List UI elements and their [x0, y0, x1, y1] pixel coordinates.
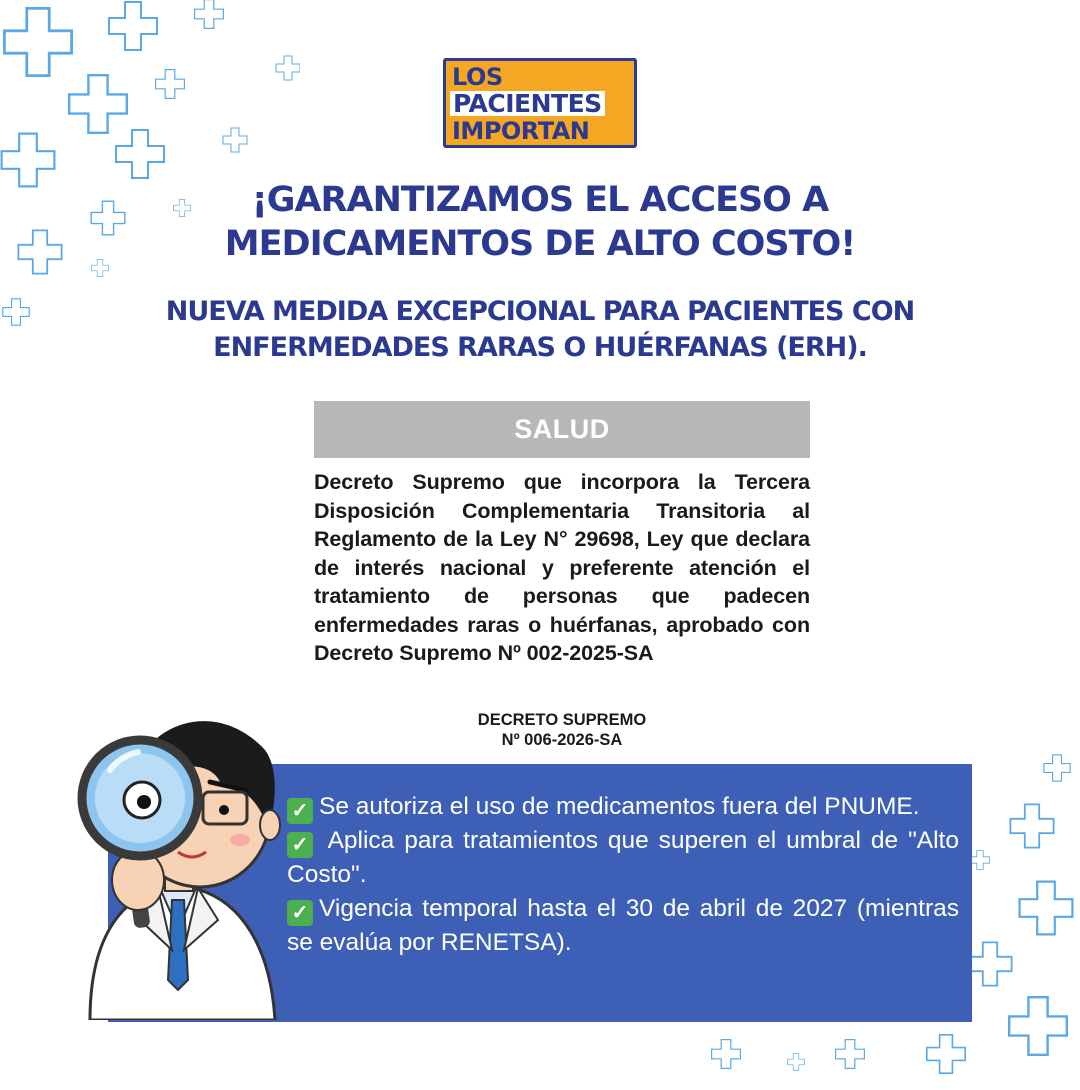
headline-line-2: MEDICAMENTOS DE ALTO COSTO! — [224, 224, 856, 264]
brand-logo — [443, 58, 637, 148]
headline — [0, 178, 1080, 266]
subheadline-line-2: ENFERMEDADES RARAS O HUÉRFANAS (ERH). — [213, 332, 867, 363]
bullet-text: Aplica para tratamientos que superen el umbral de "Alto Costo". — [287, 827, 959, 888]
bullet-text: Vigencia temporal hasta el 30 de abril de 2027 (mientras se evalúa por RENETSA). — [287, 895, 959, 956]
logo-line-3: IMPORTAN — [452, 117, 590, 145]
bullet-item — [287, 892, 959, 960]
bullet-item — [287, 790, 959, 824]
document-body: Decreto Supremo que incorpora la Tercera Disposición Complementaria Transitoria al Reglamento de la Ley N° 29698, Ley que declara de interés nacional y preferente atención el tratamiento de personas que padecen enfermedades raras o huérfanas, aprobado con Decreto Supremo Nº 002-2025-SA — [314, 470, 810, 665]
bullet-item — [287, 824, 959, 892]
decree-number — [380, 710, 744, 750]
subheadline-line-1: NUEVA MEDIDA EXCEPCIONAL PARA PACIENTES CON — [165, 296, 915, 327]
logo-line-1: LOS — [452, 63, 503, 91]
check-icon: ✓ — [287, 798, 313, 824]
check-icon: ✓ — [287, 832, 313, 858]
subheadline — [0, 294, 1080, 366]
headline-line-1: ¡GARANTIZAMOS EL ACCESO A — [251, 180, 829, 220]
check-icon: ✓ — [287, 900, 313, 926]
cross-pattern-bottom-icon — [690, 1010, 890, 1090]
bullet-list — [287, 790, 959, 960]
cross-pattern-left-icon — [0, 0, 300, 340]
doctor-with-magnifier-icon — [60, 690, 300, 1020]
decree-line-2: Nº 006-2026-SA — [501, 731, 623, 749]
bullet-text: Se autoriza el uso de medicamentos fuera del PNUME. — [319, 793, 920, 820]
decree-line-1: DECRETO SUPREMO — [477, 711, 647, 729]
document-section-header: SALUD — [314, 401, 810, 458]
logo-line-2: PACIENTES — [450, 91, 605, 116]
